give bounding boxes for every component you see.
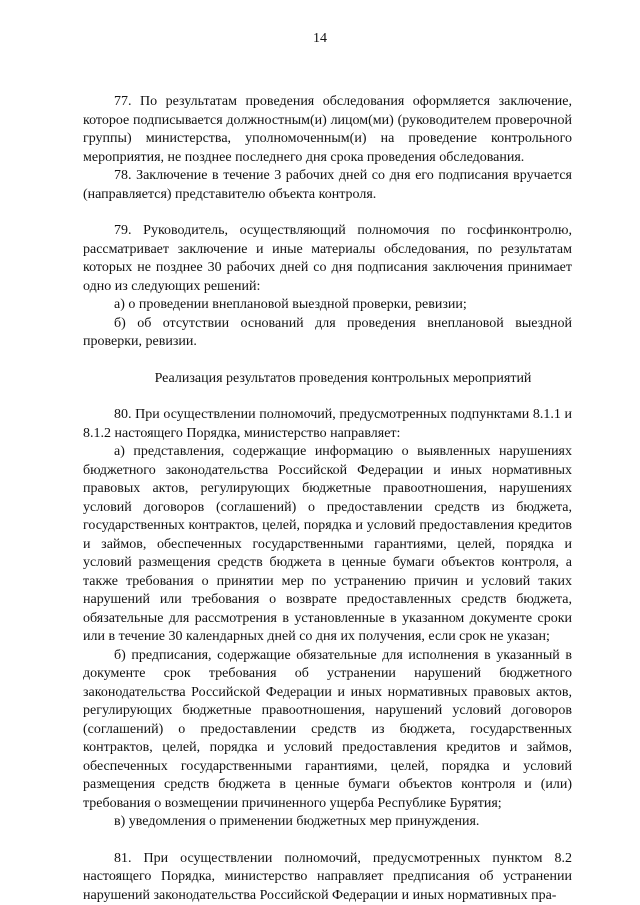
paragraph-spacer	[83, 204, 572, 222]
page-number: 14	[313, 31, 327, 46]
paragraph-77: 77. По результатам проведения обследования оформляется заключение, которое подписывается должностным(и) лицом(ми) (руководителем проверочной группы) министерства, уполномоченным(и) на проведение контрольного мероприятия, не позднее последнего дня срока проведения обследования.	[83, 94, 572, 165]
paragraph-80-a: а) представления, содержащие информацию о выявленных нарушениях бюджетного законодательства Российской Федерации и иных нормативных правовых актов, регулирующих бюджетные правоотношения, нарушениях условий договоров (соглашений) о предоставлении средств из бюджета, государственных контрактов, целей, порядка и условий предоставления кредитов и займов, обеспеченных государственными гарантиями, целей, порядка и условий размещения средств бюджета в ценные бумаги объектов контроля, а также требования о принятии мер по устранению причин и условий таких нарушений или требования о возврате предоставленных средств бюджета, обязательные для рассмотрения в установленные в указанном документе сроки или в течение 30 календарных дней со дня их получения, если срок не указан;	[83, 444, 572, 644]
paragraph-80: 80. При осуществлении полномочий, предусмотренных подпунктами 8.1.1 и 8.1.2 настоящего Порядка, министерство направляет:	[83, 407, 572, 441]
paragraph-spacer	[83, 832, 572, 850]
paragraph-spacer	[83, 388, 572, 406]
paragraph-spacer	[83, 352, 572, 370]
document-body	[83, 93, 572, 905]
paragraph-80-b: б) предписания, содержащие обязательные для исполнения в указанный в документе срок требования об устранении нарушений бюджетного законодательства Российской Федерации и иных нормативных правовых актов, регулирующих бюджетные правоотношения, нарушений условий договоров (соглашений) о предоставлении средств из бюджета, государственных контрактов, целей, порядка и условий предоставления кредитов и займов, обеспеченных государственными гарантиями, целей, порядка и условий размещения средств бюджета в ценные бумаги объектов контроля и (или) требования о возмещении причиненного ущерба Республике Бурятия;	[83, 647, 572, 811]
paragraph-80-c: в) уведомления о применении бюджетных мер принуждения.	[114, 814, 480, 829]
section-heading: Реализация результатов проведения контрольных мероприятий	[154, 370, 532, 386]
paragraph-81: 81. При осуществлении полномочий, предусмотренных пунктом 8.2 настоящего Порядка, министерство направляет предписания об устранении нарушений законодательства Российской Федерации и иных нормативных пра-	[83, 850, 572, 903]
paragraph-79-b: б) об отсутствии оснований для проведения внеплановой выездной проверки, ревизии.	[83, 315, 572, 349]
paragraph-79-a: а) о проведении внеплановой выездной проверки, ревизии;	[114, 297, 467, 312]
paragraph-78: 78. Заключение в течение 3 рабочих дней со дня его подписания вручается (направляется) представителю объекта контроля.	[83, 168, 572, 202]
paragraph-79: 79. Руководитель, осуществляющий полномочия по госфинконтролю, рассматривает заключение и иные материалы обследования, по результатам которых не позднее 30 рабочих дней со дня подписания заключения принимает одно из следующих решений:	[83, 223, 572, 294]
